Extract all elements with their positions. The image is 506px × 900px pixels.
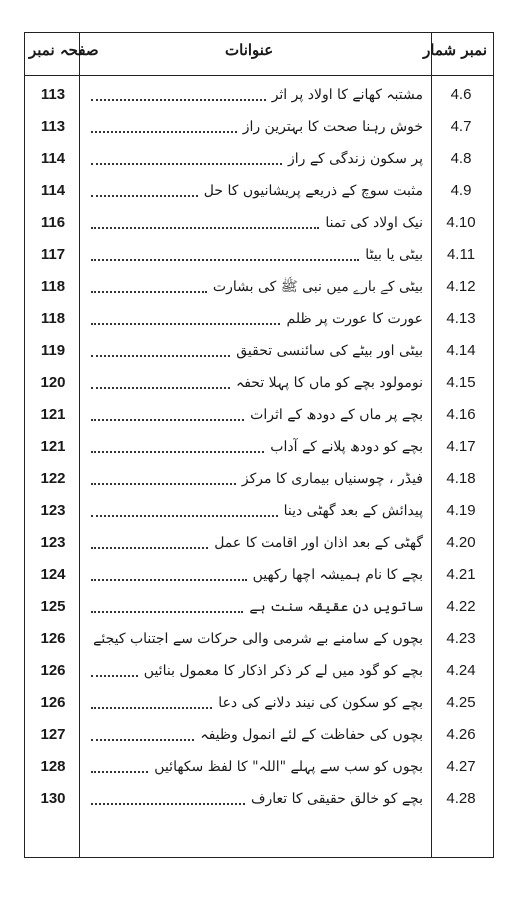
dot-leader — [91, 387, 230, 389]
page-number: 120 — [40, 374, 66, 391]
serial-number: 4.26 — [446, 726, 476, 743]
entry-title: بیٹی کے بارے میں نبی ﷺ کی بشارت — [212, 279, 423, 295]
table-row — [25, 719, 493, 751]
table-row — [25, 303, 493, 335]
page-number: 114 — [40, 150, 66, 167]
entry-title: مثبت سوچ کے ذریعے پریشانیوں کا حل — [203, 183, 423, 199]
header-titles: عنوانات — [225, 41, 274, 59]
serial-number: 4.9 — [450, 182, 472, 199]
serial-number: 4.15 — [446, 374, 476, 391]
table-row — [25, 431, 493, 463]
entry-title: بچے کو گود میں لے کر ذکر اذکار کا معمول بنائیں — [143, 663, 423, 679]
table-row — [25, 79, 493, 111]
serial-number: 4.13 — [446, 310, 476, 327]
entry-title: گھٹی کے بعد اذان اور اقامت کا عمل — [214, 535, 423, 551]
dot-leader — [91, 707, 212, 709]
serial-number: 4.17 — [446, 438, 476, 455]
entry-title: نیک اولاد کی تمنا — [325, 215, 423, 231]
serial-number: 4.16 — [446, 406, 476, 423]
entry-title: عورت کا عورت پر ظلم — [286, 311, 423, 327]
dot-leader — [91, 291, 207, 293]
header-page-number: صفحہ نمبر — [29, 41, 99, 59]
serial-number: 4.24 — [446, 662, 476, 679]
table-row — [25, 207, 493, 239]
table-row — [25, 239, 493, 271]
page-number: 114 — [40, 182, 66, 199]
dot-leader — [91, 259, 359, 261]
entry-title: بچے کو دودھ پلانے کے آداب — [270, 439, 423, 455]
dot-leader — [91, 515, 278, 517]
entry-title: نومولود بچے کو ماں کا پہلا تحفہ — [236, 375, 423, 391]
dot-leader — [91, 131, 237, 133]
serial-number: 4.20 — [446, 534, 476, 551]
entry-title: پر سکون زندگی کے راز — [287, 151, 423, 167]
entry-title: بچوں کے سامنے بے شرمی والی حرکات سے اجتناب کیجئے — [93, 631, 423, 647]
page-number: 126 — [40, 662, 66, 679]
table-row — [25, 399, 493, 431]
serial-number: 4.19 — [446, 502, 476, 519]
serial-number: 4.22 — [446, 598, 476, 615]
table-row — [25, 591, 493, 623]
dot-leader — [91, 483, 236, 485]
serial-number: 4.23 — [446, 630, 476, 647]
serial-number: 4.10 — [446, 214, 476, 231]
table-row — [25, 271, 493, 303]
dot-leader — [91, 579, 247, 581]
entry-title: بچے کو خالق حقیقی کا تعارف — [251, 791, 423, 807]
table-row — [25, 655, 493, 687]
entry-title: فیڈر ، چوسنیاں بیماری کا مرکز — [241, 471, 423, 487]
serial-number: 4.27 — [446, 758, 476, 775]
page-number: 113 — [40, 86, 66, 103]
dot-leader — [91, 675, 138, 677]
serial-number: 4.11 — [446, 246, 476, 263]
dot-leader — [91, 355, 230, 357]
table-row — [25, 687, 493, 719]
page-number: 123 — [40, 502, 66, 519]
serial-number: 4.7 — [450, 118, 472, 135]
entry-title: بیٹی اور بیٹے کی سائنسی تحقیق — [236, 343, 423, 359]
serial-number: 4.8 — [450, 150, 472, 167]
page-number: 116 — [40, 214, 66, 231]
header-divider — [25, 75, 493, 76]
table-row — [25, 335, 493, 367]
entry-title: خوش رہنا صحت کا بہترین راز — [242, 119, 423, 135]
serial-number: 4.28 — [446, 790, 476, 807]
page-number: 130 — [40, 790, 66, 807]
dot-leader — [91, 803, 245, 805]
dot-leader — [91, 227, 319, 229]
table-row — [25, 495, 493, 527]
dot-leader — [91, 195, 198, 197]
entry-title: بچے کا نام ہمیشہ اچھا رکھیں — [252, 567, 423, 583]
page-number: 127 — [40, 726, 66, 743]
table-row — [25, 463, 493, 495]
entry-title: بچے پر ماں کے دودھ کے اثرات — [250, 407, 423, 423]
serial-number: 4.12 — [446, 278, 476, 295]
serial-number: 4.18 — [446, 470, 476, 487]
dot-leader — [91, 547, 208, 549]
serial-number: 4.6 — [450, 86, 472, 103]
entry-title: پیدائش کے بعد گھٹی دینا — [283, 503, 423, 519]
page-number: 125 — [40, 598, 66, 615]
entry-title: ساتویں دن عقیقہ سنت ہے — [249, 599, 423, 615]
table-row — [25, 143, 493, 175]
table-row — [25, 527, 493, 559]
serial-number: 4.14 — [446, 342, 476, 359]
page-number: 121 — [40, 406, 66, 423]
page-number: 119 — [40, 342, 66, 359]
page-number: 128 — [40, 758, 66, 775]
page-number: 113 — [40, 118, 66, 135]
page-number: 118 — [40, 278, 66, 295]
entry-title: بچوں کی حفاظت کے لئے انمول وظیفہ — [200, 727, 423, 743]
table-row — [25, 783, 493, 815]
entry-title: بچوں کو سب سے پہلے "اللہ" کا لفظ سکھائیں — [154, 759, 423, 775]
table-row — [25, 367, 493, 399]
table-row — [25, 111, 493, 143]
page-number: 118 — [40, 310, 66, 327]
table-of-contents — [24, 32, 494, 858]
page-number: 124 — [40, 566, 66, 583]
page-number: 123 — [40, 534, 66, 551]
dot-leader — [91, 739, 194, 741]
page-number: 121 — [40, 438, 66, 455]
entry-title: بیٹی یا بیٹا — [365, 247, 423, 263]
dot-leader — [91, 611, 243, 613]
dot-leader — [91, 323, 280, 325]
entry-title: بچے کو سکون کی نیند دلانے کی دعا — [218, 695, 423, 711]
page-number: 122 — [40, 470, 66, 487]
table-row — [25, 751, 493, 783]
table-row — [25, 175, 493, 207]
page-number: 117 — [40, 246, 66, 263]
dot-leader — [91, 771, 148, 773]
dot-leader — [91, 451, 264, 453]
header-serial-number: نمبر شمار — [423, 41, 487, 59]
dot-leader — [91, 419, 244, 421]
entry-title: مشتبہ کھانے کا اولاد پر اثر — [271, 87, 423, 103]
dot-leader — [91, 163, 282, 165]
serial-number: 4.25 — [446, 694, 476, 711]
table-row — [25, 623, 493, 655]
serial-number: 4.21 — [446, 566, 476, 583]
dot-leader — [91, 99, 266, 101]
table-row — [25, 559, 493, 591]
page-number: 126 — [40, 694, 66, 711]
page-number: 126 — [40, 630, 66, 647]
